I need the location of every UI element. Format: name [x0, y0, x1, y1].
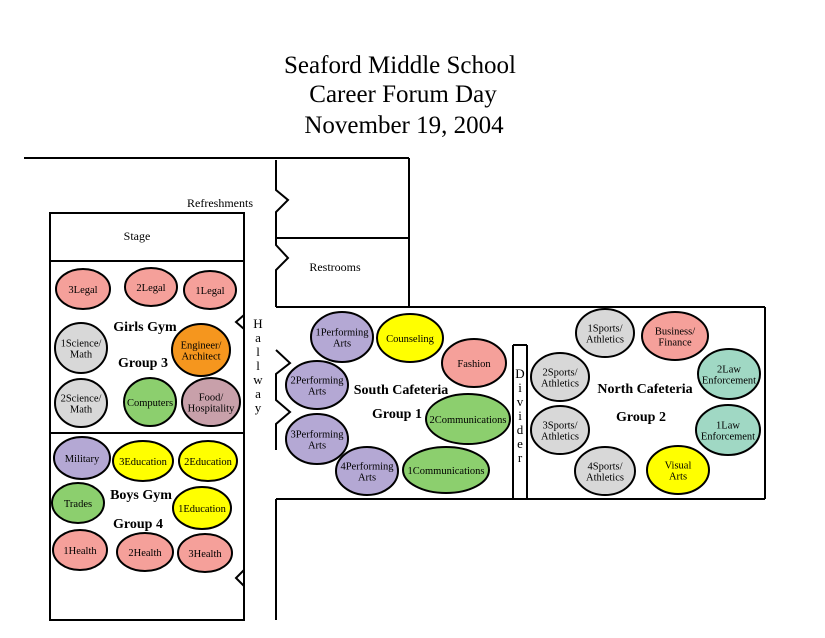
booth-label: Arts — [307, 440, 327, 452]
booth-communications2 — [426, 394, 510, 444]
booth-label: Math — [69, 349, 93, 361]
booth-communications1 — [403, 447, 489, 493]
booth-label: Arts — [357, 472, 377, 484]
divider-letter: d — [516, 422, 524, 437]
hallway-letter: a — [255, 330, 261, 345]
booth-label: 1Law — [716, 420, 740, 432]
booth-label: 1Sports/ — [587, 323, 623, 335]
divider-letter: i — [518, 408, 522, 423]
booth-label: Athletics — [541, 431, 579, 443]
restrooms-label: Restrooms — [309, 260, 361, 274]
hallway-letter: l — [256, 344, 260, 359]
title-date: November 19, 2004 — [304, 112, 504, 139]
group2-label: Group 2 — [616, 410, 666, 425]
booth-health3 — [178, 534, 232, 572]
booth-visual — [647, 446, 709, 494]
booth-label: Trades — [63, 499, 93, 510]
refreshments-label: Refreshments — [187, 196, 253, 210]
booth-label: Enforcement — [701, 375, 757, 387]
hallway-letter: a — [255, 386, 261, 401]
booth-education3 — [113, 441, 173, 481]
booth-label: 4Sports/ — [587, 461, 623, 473]
booth-performing3 — [286, 414, 348, 464]
hallway-letter: H — [253, 316, 263, 331]
booth-label: 1Education — [178, 504, 226, 515]
booth-label: 1Performing — [315, 327, 369, 339]
booth-label: 3Sports/ — [542, 420, 578, 432]
booth-trades — [52, 483, 104, 523]
booth-performing2 — [286, 361, 348, 409]
booth-label: 2Performing — [290, 375, 344, 387]
south-cafeteria-label: South Cafeteria — [353, 383, 449, 398]
booth-sports4 — [575, 447, 635, 495]
booth-label: Fashion — [457, 359, 491, 370]
booth-performing1 — [311, 312, 373, 362]
group3-label: Group 3 — [118, 356, 168, 371]
booth-computers — [124, 378, 176, 426]
booth-label: 3Performing — [290, 429, 344, 441]
booth-business — [642, 312, 708, 360]
booth-law1 — [696, 405, 760, 455]
divider-letter: i — [518, 380, 522, 395]
booth-education2 — [179, 441, 237, 481]
booth-label: Athletics — [586, 472, 624, 484]
hallway-label — [253, 316, 263, 415]
booth-legal2 — [125, 268, 177, 306]
booth-science1 — [55, 323, 107, 373]
hallway-letter: w — [253, 372, 263, 387]
booth-label: Arts — [307, 386, 327, 398]
booth-label: Athletics — [586, 334, 624, 346]
booth-health1 — [53, 530, 107, 570]
booth-label: Counseling — [386, 334, 434, 345]
booth-performing4 — [336, 447, 398, 495]
title-school: Seaford Middle School — [284, 52, 516, 79]
booth-label: 2Law — [717, 364, 741, 376]
title-event: Career Forum Day — [309, 81, 497, 108]
booth-label: 4Performing — [340, 461, 394, 473]
booth-label: 2Health — [128, 548, 162, 559]
group1-label: Group 1 — [372, 407, 422, 422]
divider-letter: D — [515, 366, 525, 381]
booth-label: Finance — [658, 337, 692, 349]
booth-label: 3Health — [188, 549, 222, 560]
booth-label: Computers — [126, 398, 174, 409]
booth-label: Enforcement — [700, 431, 756, 443]
booth-label: 2Sports/ — [542, 367, 578, 379]
booth-food — [182, 378, 240, 426]
north-cafeteria-label: North Cafeteria — [597, 382, 693, 397]
booth-label: 1Science/ — [60, 338, 102, 350]
boys-gym-label: Boys Gym — [110, 488, 172, 503]
booth-education1 — [173, 487, 231, 529]
booth-label: Engineer/ — [180, 340, 222, 352]
booth-fashion — [442, 339, 506, 387]
hallway-letter: l — [256, 358, 260, 373]
booth-label: Visual — [664, 460, 692, 472]
hallway-letter: y — [254, 400, 262, 415]
booth-military — [54, 437, 110, 479]
booth-law2 — [698, 349, 760, 399]
booth-label: 2Legal — [136, 283, 166, 294]
group4-label: Group 4 — [113, 517, 163, 532]
booth-label: Athletics — [541, 378, 579, 390]
booth-label: 2Communications — [429, 415, 507, 426]
booth-science2 — [55, 379, 107, 427]
booth-label: 1Legal — [195, 286, 225, 297]
girls-gym-label: Girls Gym — [113, 320, 177, 335]
booth-label: Math — [69, 404, 93, 416]
stage-label: Stage — [123, 229, 151, 243]
booth-legal3 — [56, 269, 110, 309]
booth-counseling — [377, 314, 443, 362]
divider-label — [515, 366, 524, 465]
booth-label: Arts — [332, 338, 352, 350]
booth-label: Arts — [668, 471, 688, 483]
booth-label: Food/ — [198, 392, 224, 404]
booth-label: Business/ — [654, 326, 696, 338]
divider-letter: v — [516, 394, 524, 409]
booth-label: 2Science/ — [60, 393, 102, 405]
booth-sports1 — [576, 309, 634, 357]
booth-engineer — [172, 324, 230, 376]
booth-label: 3Education — [119, 457, 167, 468]
divider-letter: r — [517, 450, 523, 465]
booth-label: 2Education — [184, 457, 232, 468]
booth-legal1 — [184, 271, 236, 309]
booth-sports3 — [531, 406, 589, 454]
booth-label: 1Health — [63, 546, 97, 557]
booth-label: Hospitality — [187, 403, 235, 415]
booth-label: Architect — [181, 351, 221, 363]
booth-label: 3Legal — [68, 285, 98, 296]
booth-label: 1Communications — [407, 466, 485, 477]
divider-letter: e — [517, 436, 523, 451]
booth-health2 — [117, 533, 173, 571]
booth-label: Military — [64, 454, 100, 465]
booth-sports2 — [531, 353, 589, 401]
